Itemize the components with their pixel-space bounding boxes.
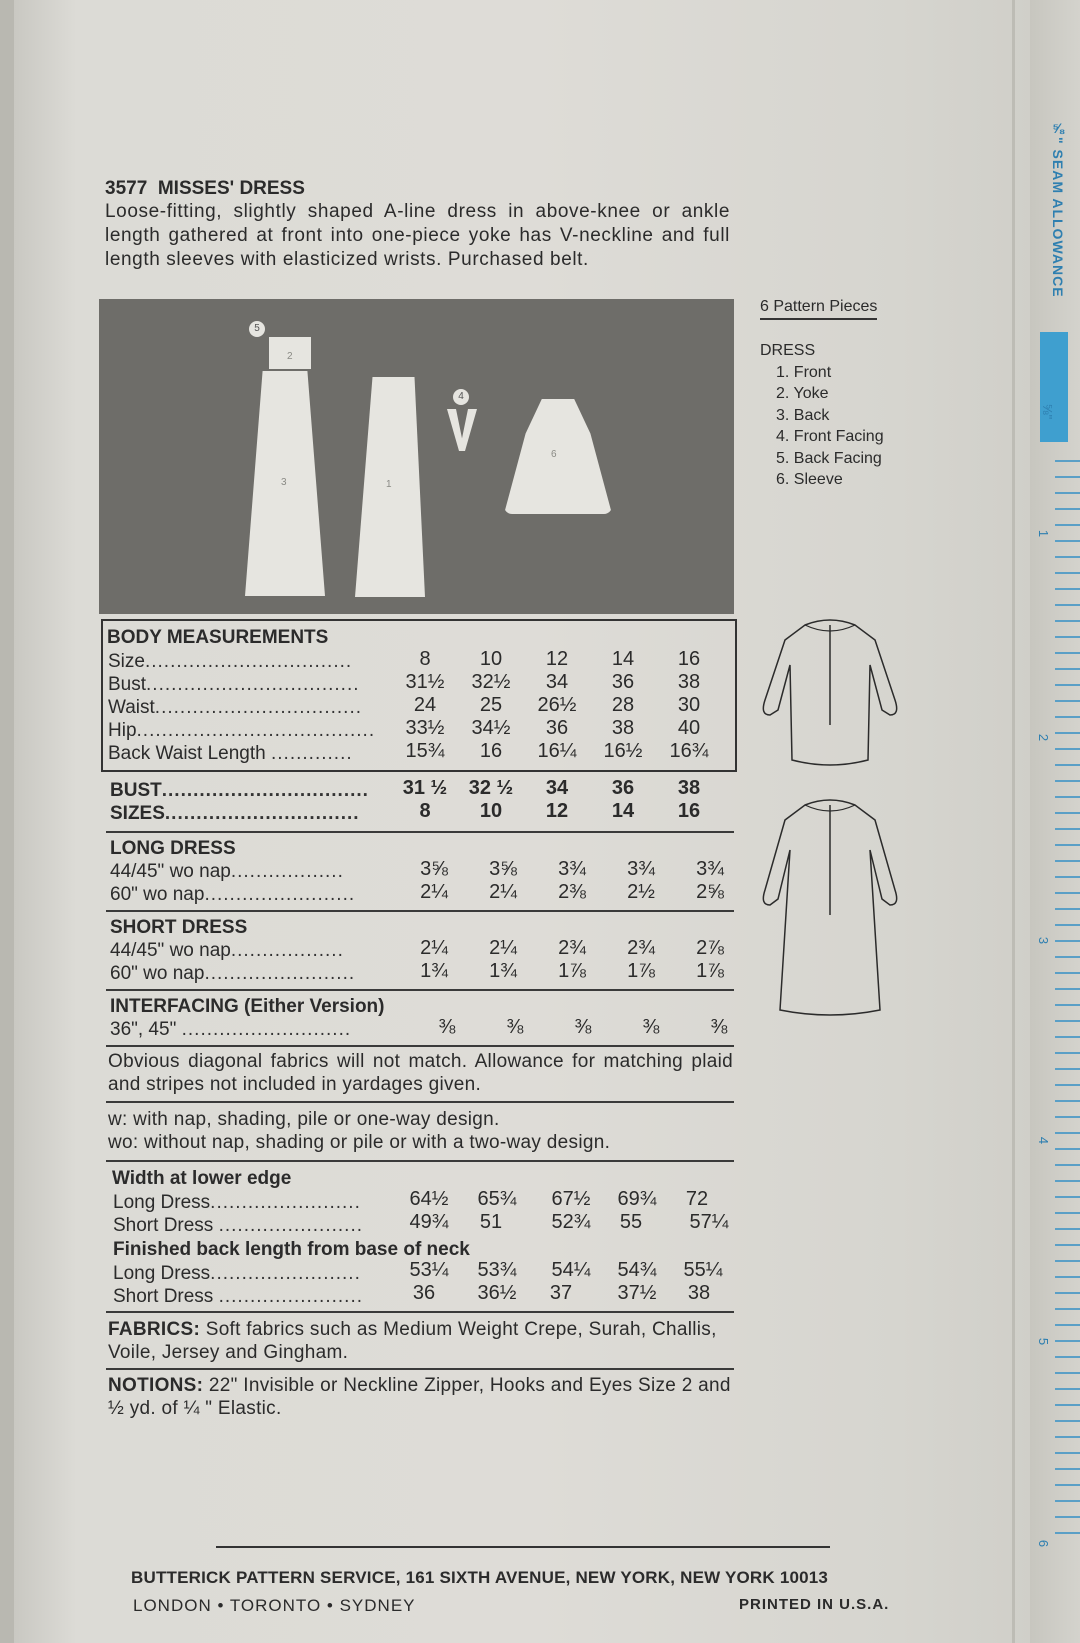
cell: 2¼: [420, 881, 448, 903]
cell: 53¾: [477, 1259, 517, 1281]
row-label: 44/45" wo nap: [110, 940, 231, 961]
publisher-address: BUTTERICK PATTERN SERVICE, 161 SIXTH AVENUE, NEW YORK, NEW YORK 10013: [131, 1568, 829, 1587]
ruler-mark: ⅝": [1040, 403, 1056, 420]
cell: 1⅞: [558, 960, 586, 982]
piece-label: 5: [249, 321, 265, 337]
section-heading: SHORT DRESS: [110, 917, 248, 938]
cell: 55¼: [683, 1259, 723, 1281]
cell: 2⅞: [696, 937, 724, 959]
list-item: 2. Yoke: [776, 385, 829, 402]
cell: 49¾: [409, 1211, 449, 1233]
cell: 16½: [603, 740, 643, 762]
cell: 3¾: [696, 858, 724, 880]
footer-rule: [216, 1546, 830, 1548]
cell: 2¼: [489, 937, 517, 959]
row-label: 44/45" wo nap: [110, 861, 231, 882]
fabrics-section: [108, 1318, 733, 1364]
ruler-mark: 3: [1036, 936, 1052, 945]
pieces-group: DRESS: [760, 342, 816, 359]
cell: 26½: [537, 694, 577, 716]
divider: [106, 910, 734, 912]
cell: 32½: [471, 671, 511, 693]
list-item: 4. Front Facing: [776, 428, 884, 445]
pattern-name: MISSES' DRESS: [157, 178, 305, 199]
pattern-title: [105, 178, 305, 200]
cell: 16¼: [537, 740, 577, 762]
divider: [106, 989, 734, 991]
notions-label: NOTIONS:: [108, 1375, 204, 1396]
piece-label: 1: [386, 479, 392, 490]
cell: 15¾: [405, 740, 445, 762]
cell: 64½: [409, 1188, 449, 1210]
cell: 16: [677, 648, 701, 670]
cell: 1⅞: [627, 960, 655, 982]
section-heading: Finished back length from base of neck: [113, 1239, 470, 1260]
cell: 3¾: [558, 858, 586, 880]
pattern-number: 3577: [105, 178, 148, 199]
row-label: Back Waist Length: [108, 743, 266, 764]
cell: 37½: [617, 1282, 657, 1304]
cell: 38: [611, 717, 635, 739]
cell: 8: [419, 648, 431, 670]
cell: 31 ½: [402, 777, 448, 799]
cell: 12: [545, 800, 569, 822]
cell: 54¾: [617, 1259, 657, 1281]
row-label: 36", 45": [110, 1019, 177, 1040]
cell: ⅜: [642, 1016, 660, 1038]
publisher-cities: LONDON • TORONTO • SYDNEY: [133, 1596, 416, 1615]
diagonal-note: Obvious diagonal fabrics will not match. Allowance for matching plaid and stripes not included in yardages given.: [108, 1051, 733, 1095]
cell: 57¼: [689, 1211, 729, 1233]
piece-label: 2: [287, 351, 293, 362]
cell: 1⅞: [696, 960, 724, 982]
seam-allowance-label: ⅝" SEAM ALLOWANCE: [1050, 120, 1066, 298]
cell: 52¾: [551, 1211, 591, 1233]
cell: 8: [419, 800, 431, 822]
cell: 3⅝: [420, 858, 448, 880]
cell: 38: [677, 777, 701, 799]
cell: 16: [479, 740, 503, 762]
divider: [106, 1045, 734, 1047]
ruler-mark: 2: [1036, 733, 1052, 742]
notions-text: 22" Invisible or Neckline Zipper, Hooks and Eyes Size 2 and ½ yd. of ¼ " Elastic.: [108, 1375, 731, 1419]
cell: 33½: [405, 717, 445, 739]
cell: 55: [619, 1211, 643, 1233]
pattern-pieces-list: [760, 340, 884, 491]
row-label: Short Dress: [113, 1286, 214, 1307]
row-label: Bust: [108, 674, 147, 695]
ruler-mark: 1: [1036, 529, 1052, 538]
cell: 36: [545, 717, 569, 739]
section-heading: INTERFACING (Either Version): [110, 996, 385, 1017]
cell: 2⅝: [696, 881, 724, 903]
cell: 2½: [627, 881, 655, 903]
cell: 16: [677, 800, 701, 822]
list-item: 3. Back: [776, 406, 830, 424]
cell: 3⅝: [489, 858, 517, 880]
section-heading: Width at lower edge: [112, 1168, 292, 1189]
cell: 34: [545, 671, 569, 693]
cell: ⅜: [710, 1016, 728, 1038]
cell: 34: [545, 777, 569, 799]
notions-section: [108, 1374, 733, 1420]
cell: 36: [611, 777, 635, 799]
cell: 12: [545, 648, 569, 670]
pattern-pieces-photo: [99, 299, 734, 614]
row-label: Long Dress: [113, 1263, 211, 1284]
fabrics-text: Soft fabrics such as Medium Weight Crepe, Surah, Challis, Voile, Jersey and Gingham.: [108, 1319, 717, 1363]
ruler-ticks: [1055, 460, 1080, 1540]
cell: 2¾: [558, 937, 586, 959]
dress-sketch-long: [750, 795, 910, 1020]
divider: [106, 1160, 734, 1162]
nap-note-wo: wo: without nap, shading or pile or with a two-way design.: [108, 1132, 611, 1153]
row-label: 60" wo nap: [110, 963, 205, 984]
nap-note-w: w: with nap, shading, pile or one-way design.: [108, 1109, 500, 1130]
dress-sketch-short: [750, 615, 910, 770]
cell: 2¼: [420, 937, 448, 959]
row-label: Hip: [108, 720, 137, 741]
list-item: 1. Front: [776, 363, 832, 381]
cell: 37: [549, 1282, 573, 1304]
cell: 16¾: [669, 740, 709, 762]
cell: 72: [685, 1188, 709, 1210]
piece-label: 3: [281, 477, 287, 488]
ruler-blue-band: [1040, 332, 1068, 442]
envelope-fold: [1012, 0, 1015, 1643]
cell: 36½: [477, 1282, 517, 1304]
divider: [106, 1311, 734, 1313]
row-label: 60" wo nap: [110, 884, 205, 905]
cell: 30: [677, 694, 701, 716]
cell: 32 ½: [468, 777, 514, 799]
piece-label: 4: [453, 389, 469, 405]
cell: 51: [479, 1211, 503, 1233]
row-label: Waist: [108, 697, 155, 718]
divider: [106, 831, 734, 833]
cell: 14: [611, 800, 635, 822]
cell: 36: [611, 671, 635, 693]
cell: 2¼: [489, 881, 517, 903]
sleeve-piece: [504, 399, 612, 514]
cell: 25: [479, 694, 503, 716]
front-facing-piece: [447, 409, 477, 451]
pattern-description: Loose-fitting, slightly shaped A-line dress in above-knee or ankle length gathered at front into one-piece yoke has V-neckline and full length sleeves with elasticized wrists. Purchased belt.: [105, 201, 730, 270]
list-item: 6. Sleeve: [776, 471, 843, 488]
cell: ⅜: [506, 1016, 524, 1038]
pattern-pieces-heading: 6 Pattern Pieces: [760, 298, 877, 320]
cell: 34½: [471, 717, 511, 739]
ruler-mark: 4: [1036, 1136, 1052, 1145]
ruler-mark: 5: [1036, 1337, 1052, 1346]
cell: 31½: [405, 671, 445, 693]
cell: 10: [479, 800, 503, 822]
cell: 1¾: [420, 960, 448, 982]
row-label: BUST: [110, 780, 162, 801]
row-label: Long Dress: [113, 1192, 211, 1213]
row-label: Size: [108, 651, 145, 672]
table-heading: BODY MEASUREMENTS: [107, 627, 329, 648]
cell: 38: [687, 1282, 711, 1304]
cell: 24: [413, 694, 437, 716]
cell: ⅜: [574, 1016, 592, 1038]
cell: 1¾: [489, 960, 517, 982]
fabrics-label: FABRICS:: [108, 1319, 201, 1340]
cell: 2⅜: [558, 881, 586, 903]
cell: 3¾: [627, 858, 655, 880]
cell: 54¼: [551, 1259, 591, 1281]
row-label: Short Dress: [113, 1215, 214, 1236]
row-label: SIZES: [110, 803, 165, 824]
piece-label: 6: [551, 449, 557, 460]
cell: 14: [611, 648, 635, 670]
section-heading: LONG DRESS: [110, 838, 236, 859]
list-item: 5. Back Facing: [776, 449, 882, 467]
cell: 65¾: [477, 1188, 517, 1210]
cell: 2¾: [627, 937, 655, 959]
cell: 38: [677, 671, 701, 693]
cell: 53¼: [409, 1259, 449, 1281]
cell: 67½: [551, 1188, 591, 1210]
cell: 28: [611, 694, 635, 716]
cell: 40: [677, 717, 701, 739]
printed-in: PRINTED IN U.S.A.: [739, 1596, 890, 1613]
divider: [106, 1368, 734, 1370]
divider: [106, 1101, 734, 1103]
cell: 10: [479, 648, 503, 670]
cell: ⅜: [438, 1016, 456, 1038]
cell: 36: [412, 1282, 436, 1304]
cell: 69¾: [617, 1188, 657, 1210]
ruler-mark: 6: [1036, 1539, 1052, 1548]
